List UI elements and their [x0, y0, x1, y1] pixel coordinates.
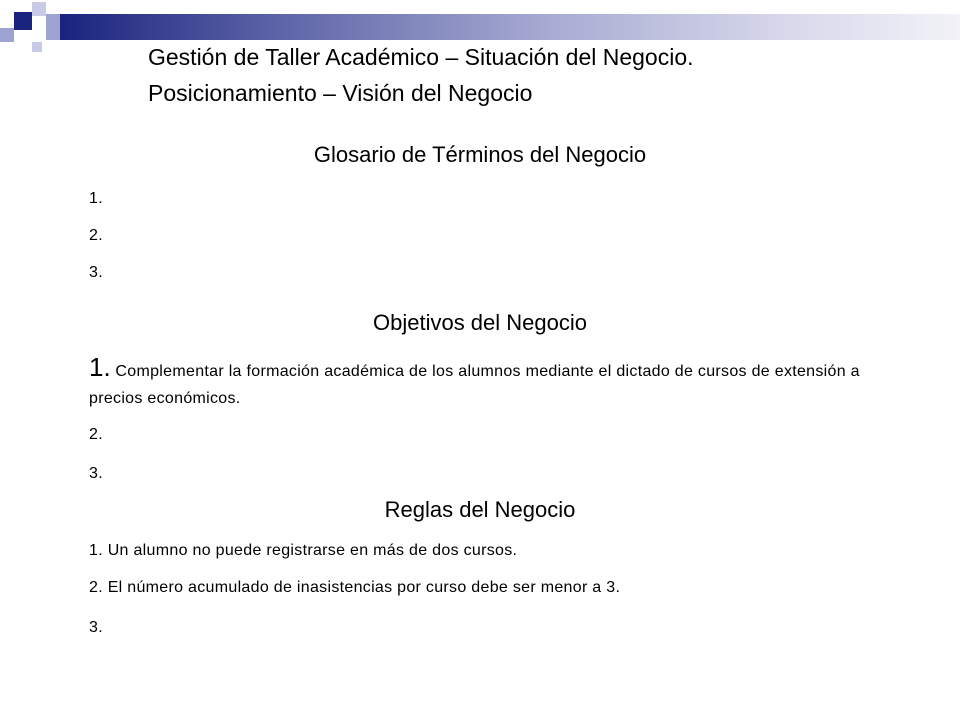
- decor-square-navy: [14, 12, 32, 30]
- glosario-item: 2.: [89, 227, 103, 244]
- regla-item: 3.: [89, 619, 103, 636]
- decor-square-lavender-3: [46, 14, 60, 40]
- decor-square-small: [32, 42, 42, 52]
- glosario-item: 1.: [89, 190, 103, 207]
- objetivo-item: 2.: [89, 426, 103, 443]
- objetivos-heading: Objetivos del Negocio: [372, 310, 587, 335]
- decor-gradient-bar: [60, 14, 960, 40]
- decor-square-lavender-2: [32, 2, 46, 16]
- decor-square-lavender: [0, 28, 14, 42]
- objetivo-item: 3.: [89, 465, 103, 482]
- slide-title-line-1: Gestión de Taller Académico – Situación del Negocio.: [148, 44, 694, 70]
- regla-item: 1. Un alumno no puede registrarse en más de dos cursos.: [89, 542, 518, 559]
- objetivo-item-1: [89, 354, 869, 412]
- regla-item: 2. El número acumulado de inasistencias por curso debe ser menor a 3.: [89, 579, 621, 596]
- reglas-heading: Reglas del Negocio: [384, 497, 576, 522]
- glosario-item: 3.: [89, 264, 103, 281]
- glosario-heading: Glosario de Términos del Negocio: [313, 142, 647, 167]
- slide-title-line-2: Posicionamiento – Visión del Negocio: [148, 80, 533, 106]
- objetivo-item-1-text: Complementar la formación académica de los alumnos mediante el dictado de cursos de extensión a precios económicos.: [89, 363, 860, 407]
- objetivo-item-1-number: 1.: [89, 352, 111, 382]
